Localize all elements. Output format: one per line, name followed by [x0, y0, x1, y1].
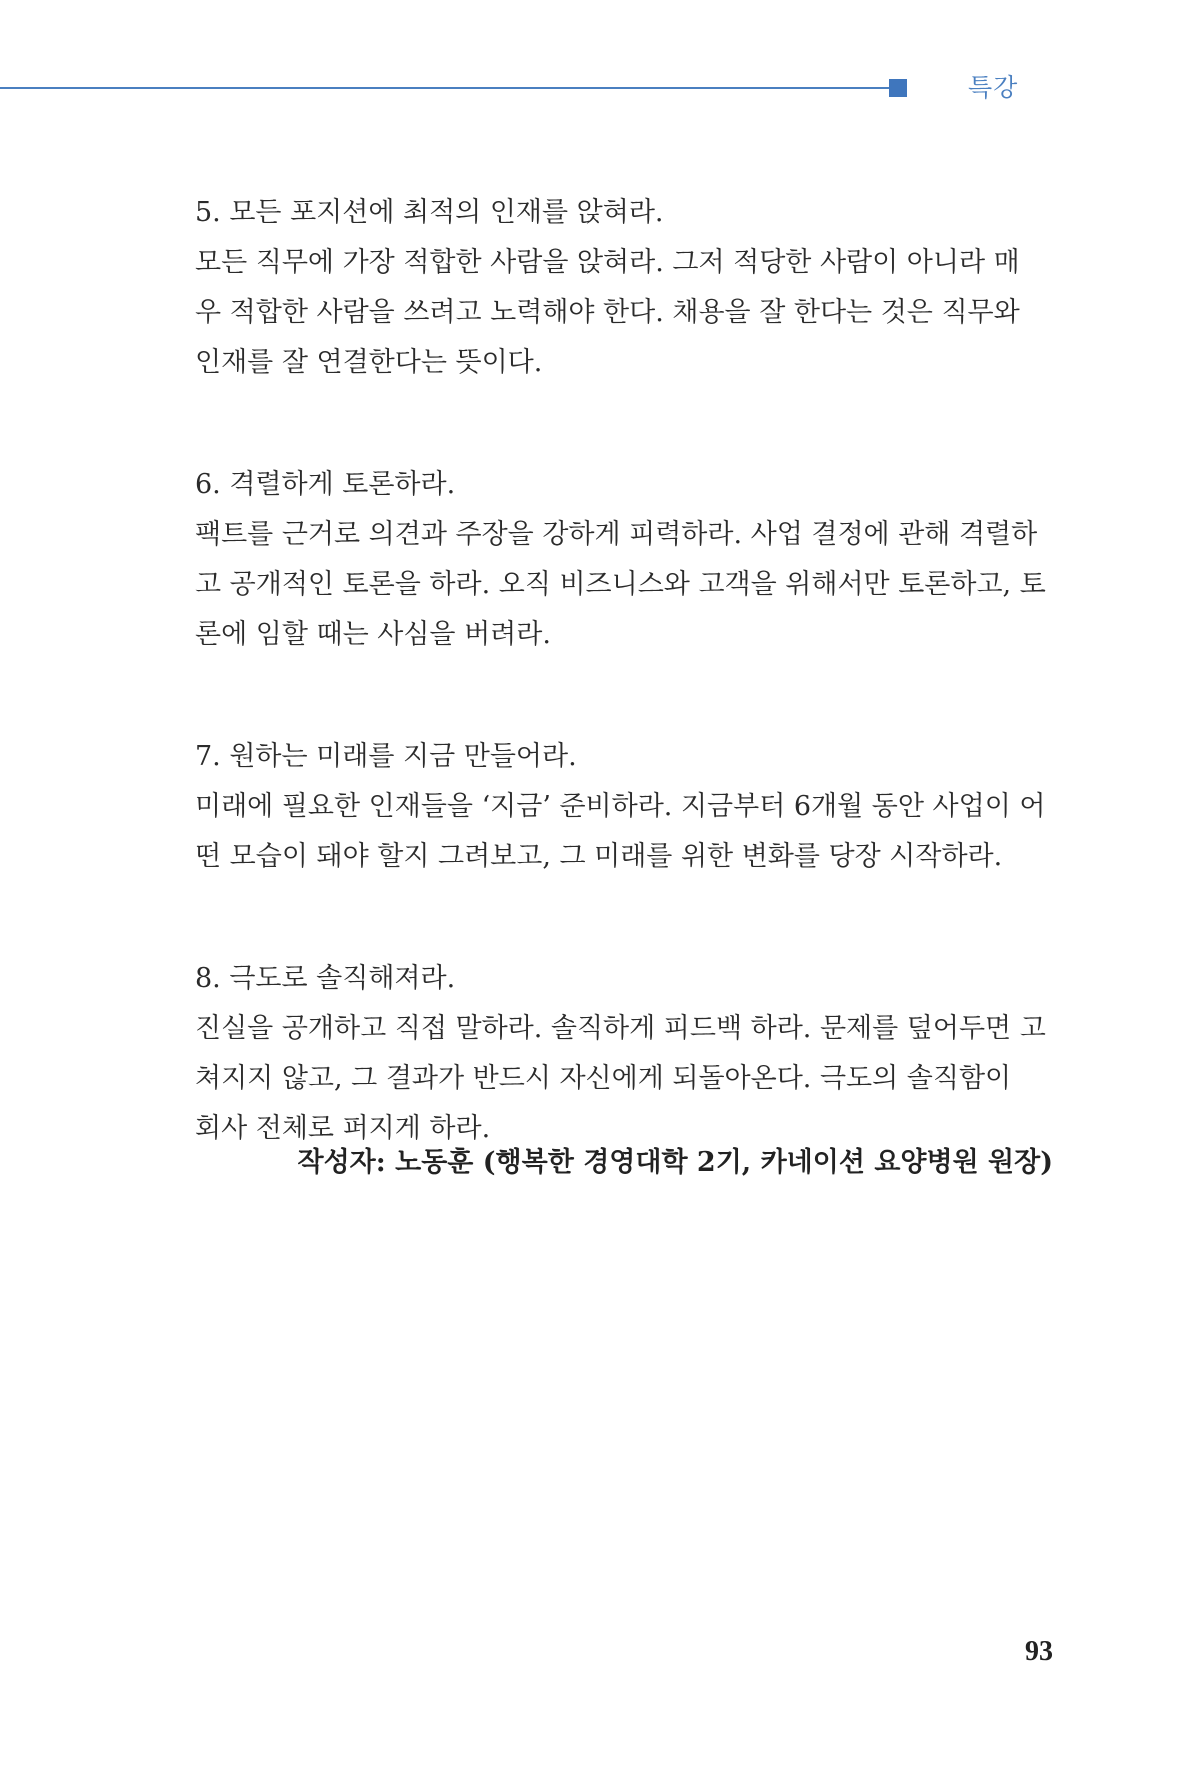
section-7 — [195, 732, 1065, 882]
section-8 — [195, 954, 1065, 1154]
section-label: 특강 — [968, 73, 1019, 102]
paragraph-line: 팩트를 근거로 의견과 주장을 강하게 피력하라. 사업 결정에 관해 격렬하 — [195, 519, 1038, 550]
paragraph-line: 모든 직무에 가장 적합한 사람을 앉혀라. 그저 적당한 사람이 아니라 매 — [195, 247, 1020, 278]
paragraph-line: 고 공개적인 토론을 하라. 오직 비즈니스와 고객을 위해서만 토론하고, 토 — [195, 569, 1046, 600]
author-credit: 작성자: 노동훈 (행복한 경영대학 2기, 카네이션 요양병원 원장) — [297, 1147, 1053, 1178]
body-content — [195, 188, 1065, 1226]
paragraph-line: 쳐지지 않고, 그 결과가 반드시 자신에게 되돌아온다. 극도의 솔직함이 — [195, 1063, 1012, 1094]
paragraph-line: 인재를 잘 연결한다는 뜻이다. — [195, 347, 543, 378]
page-number: 93 — [1025, 1636, 1053, 1667]
header-square-marker — [889, 79, 907, 97]
header-rule — [0, 87, 890, 89]
section-heading: 8. 극도로 솔직해져라. — [195, 963, 456, 994]
paragraph-line: 떤 모습이 돼야 할지 그려보고, 그 미래를 위한 변화를 당장 시작하라. — [195, 841, 1003, 872]
paragraph-line: 우 적합한 사람을 쓰려고 노력해야 한다. 채용을 잘 한다는 것은 직무와 — [195, 297, 1020, 328]
paragraph-line: 진실을 공개하고 직접 말하라. 솔직하게 피드백 하라. 문제를 덮어두면 고 — [195, 1013, 1046, 1044]
section-heading: 5. 모든 포지션에 최적의 인재를 앉혀라. — [195, 197, 664, 228]
section-heading: 7. 원하는 미래를 지금 만들어라. — [195, 741, 577, 772]
paragraph-line: 론에 임할 때는 사심을 버려라. — [195, 619, 551, 650]
section-heading: 6. 격렬하게 토론하라. — [195, 469, 456, 500]
section-6 — [195, 460, 1065, 660]
section-5 — [195, 188, 1065, 388]
paragraph-line: 미래에 필요한 인재들을 ‘지금’ 준비하라. 지금부터 6개월 동안 사업이 어 — [195, 791, 1046, 822]
paragraph-line: 회사 전체로 퍼지게 하라. — [195, 1113, 491, 1144]
